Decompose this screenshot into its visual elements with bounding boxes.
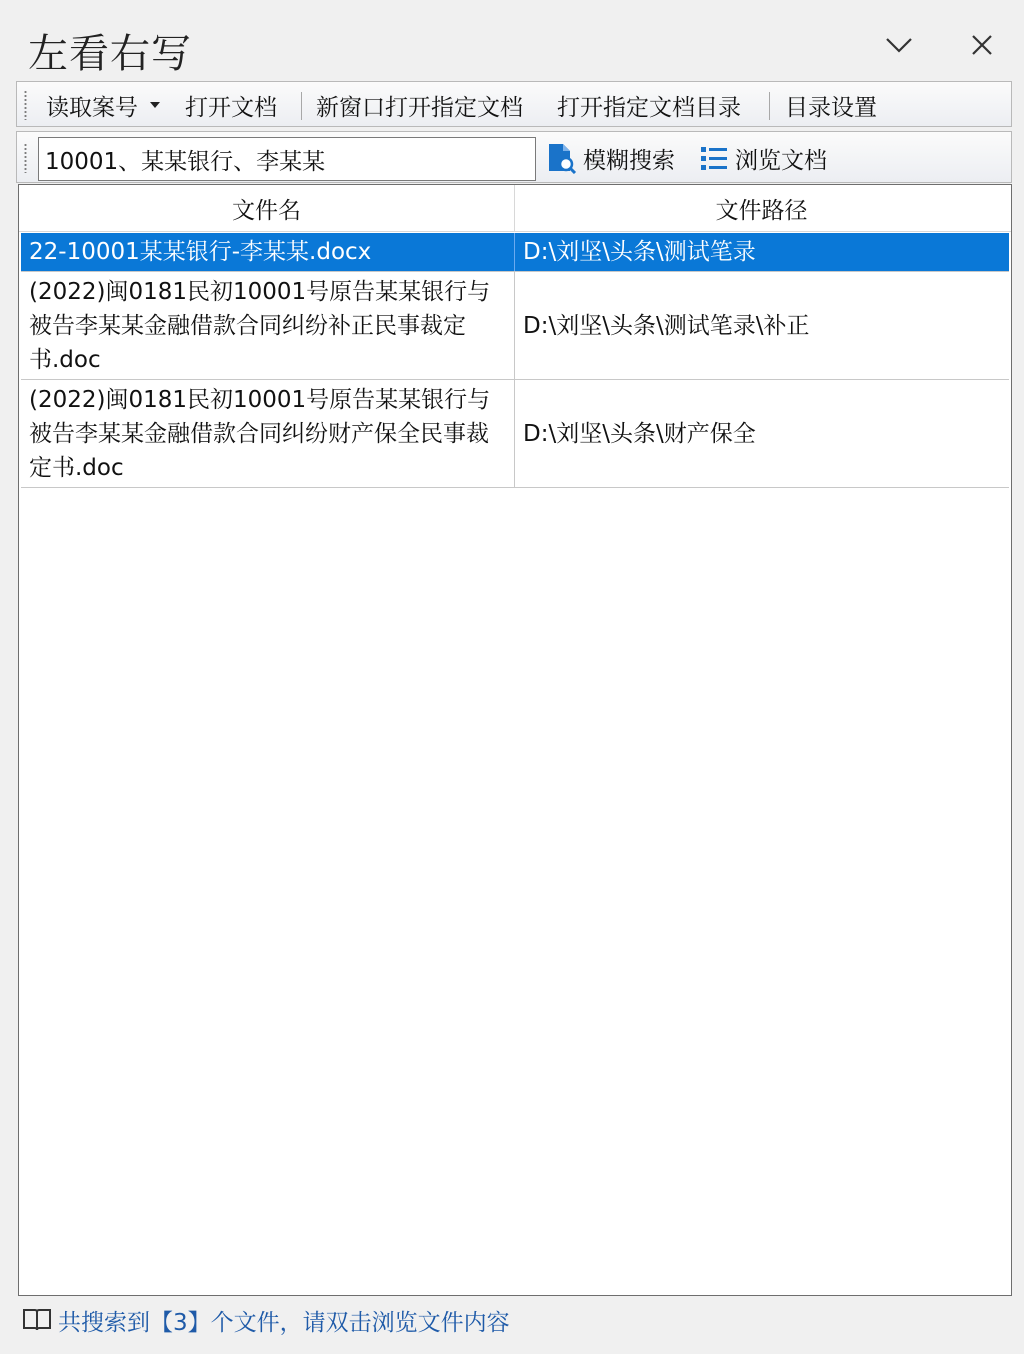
filename-cell: (2022)闽0181民初10001号原告某某银行与被告李某某金融借款合同纠纷补正民事裁定书.doc: [21, 272, 515, 379]
results-grid[interactable]: [18, 184, 1012, 1296]
filepath-cell: D:\刘坚\头条\测试笔录\补正: [523, 312, 810, 339]
fuzzy-search-label: 模糊搜索: [583, 147, 675, 174]
browse-docs-button[interactable]: [699, 135, 827, 181]
read-case-dropdown[interactable]: [46, 82, 160, 128]
close-button[interactable]: [957, 20, 1007, 70]
search-toolbar: [16, 131, 1012, 183]
search-input[interactable]: [38, 137, 536, 181]
open-doc-dir-label: 打开指定文档目录: [557, 94, 741, 121]
open-doc-label: 打开文档: [185, 94, 277, 121]
dir-settings-label: 目录设置: [785, 94, 877, 121]
status-text: 共搜索到【3】个文件，请双击浏览文件内容: [58, 1309, 510, 1336]
main-toolbar: [16, 81, 1012, 127]
column-header-filename[interactable]: 文件名: [19, 185, 515, 231]
dir-settings-button[interactable]: [785, 82, 877, 128]
app-title: 左看右写: [28, 31, 192, 77]
chevron-down-icon: [884, 35, 914, 55]
filename-cell: 22-10001某某银行-李某某.docx: [21, 233, 515, 271]
toolbar-separator: [301, 92, 302, 120]
open-in-new-window-label: 新窗口打开指定文档: [316, 94, 523, 121]
filename-cell: (2022)闽0181民初10001号原告某某银行与被告李某某金融借款合同纠纷财产保全民事裁定书.doc: [21, 380, 515, 487]
toolbar-separator: [769, 92, 770, 120]
table-row[interactable]: [21, 272, 1009, 380]
list-icon: [699, 144, 729, 172]
read-case-label: 读取案号: [46, 94, 138, 121]
fuzzy-search-button[interactable]: [545, 135, 675, 181]
filepath-cell: D:\刘坚\头条\测试笔录: [523, 239, 756, 265]
toolbar-grip[interactable]: [24, 143, 27, 173]
title-bar: [0, 0, 1024, 80]
status-bar: [16, 1298, 1012, 1342]
search-document-icon: [545, 142, 577, 174]
column-header-filepath[interactable]: 文件路径: [715, 197, 808, 224]
open-doc-button[interactable]: [185, 82, 277, 128]
open-in-new-window-button[interactable]: [316, 82, 523, 128]
table-row[interactable]: [21, 233, 1009, 272]
grid-header: [19, 185, 1011, 232]
open-doc-dir-button[interactable]: [557, 82, 741, 128]
book-icon: [22, 1307, 52, 1333]
toolbar-grip[interactable]: [24, 90, 27, 120]
browse-docs-label: 浏览文档: [735, 147, 827, 174]
filepath-cell: D:\刘坚\头条\财产保全: [523, 420, 756, 447]
close-icon: [971, 34, 993, 56]
dropdown-caret-icon: [150, 102, 160, 108]
table-row[interactable]: [21, 380, 1009, 488]
minimize-button[interactable]: [874, 20, 924, 70]
